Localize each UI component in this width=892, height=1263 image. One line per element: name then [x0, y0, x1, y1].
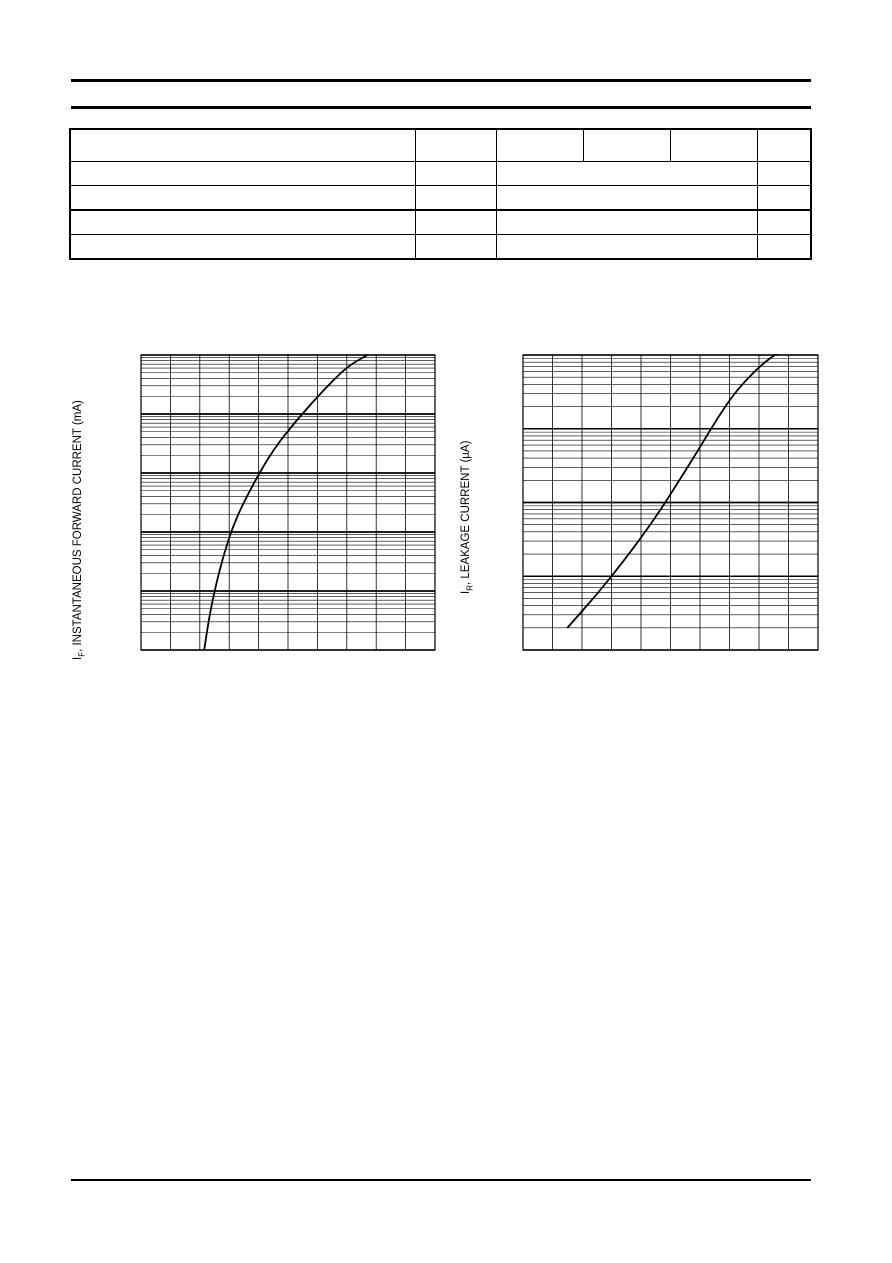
table-cell	[757, 129, 811, 162]
table-cell	[496, 210, 757, 235]
header-rule-top	[71, 79, 811, 82]
table-cell	[757, 235, 811, 260]
table-row	[70, 162, 811, 186]
left-chart-ylabel: $I_F$, INSTANTANEOUS FORWARD CURRENT (mA)	[72, 400, 87, 660]
header-rule-bottom	[71, 106, 811, 109]
table-cell	[757, 186, 811, 211]
table-cell	[496, 162, 757, 186]
table-header-row	[70, 129, 811, 162]
table-cell	[415, 186, 496, 211]
series-line	[204, 355, 367, 650]
table-cell	[670, 129, 757, 162]
table-cell	[496, 235, 757, 260]
table-cell	[496, 186, 757, 211]
table-row	[70, 186, 811, 211]
footer-rule	[71, 1179, 811, 1181]
table-cell	[415, 235, 496, 260]
table-cell	[70, 210, 415, 235]
table-cell	[757, 162, 811, 186]
forward-current-chart	[140, 354, 436, 651]
leakage-current-chart	[522, 354, 819, 651]
table-cell	[757, 210, 811, 235]
table-cell	[583, 129, 670, 162]
right-chart-ylabel: $I_R$, LEAKAGE CURRENT (µA)	[460, 440, 475, 594]
table-cell	[70, 162, 415, 186]
table-cell	[415, 129, 496, 162]
table-cell	[496, 129, 583, 162]
series-line	[567, 354, 794, 628]
table-row	[70, 235, 811, 260]
table-cell	[415, 162, 496, 186]
table-row	[70, 210, 811, 235]
table-cell	[415, 210, 496, 235]
spec-table	[69, 128, 812, 260]
table-cell	[70, 235, 415, 260]
table-cell	[70, 186, 415, 211]
table-cell	[70, 129, 415, 162]
